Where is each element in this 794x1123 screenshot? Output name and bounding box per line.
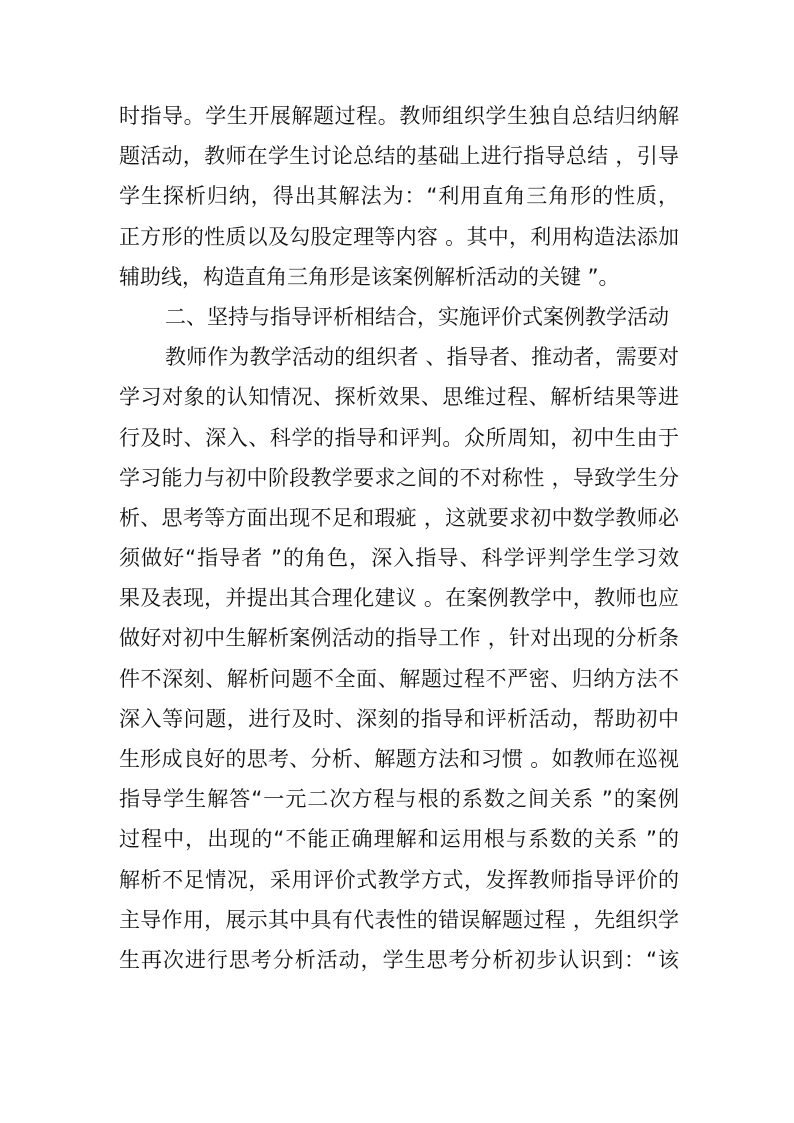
text-line: 主导作用，展示其中具有代表性的错误解题过程 ，先组织学 [119, 907, 679, 932]
text-line: 生再次进行思考分析活动，学生思考分析初步认识到：“该 [119, 947, 679, 972]
text-line: 学习能力与初中阶段教学要求之间的不对称性 ，导致学生分 [119, 465, 679, 490]
text-line: 做好对初中生解析案例活动的指导工作 ，针对出现的分析条 [119, 626, 679, 651]
text-line: 解析不足情况，采用评价式教学方式，发挥教师指导评价的 [119, 867, 679, 892]
text-line: 析、思考等方面出现不足和瑕疵 ，这就要求初中数学教师必 [119, 505, 679, 530]
text-line: 生形成良好的思考、分析、解题方法和习惯 。如教师在巡视 [119, 747, 679, 771]
text-line: 学习对象的认知情况、探析效果、思维过程、解析结果等进 [119, 385, 679, 410]
text-line: 辅助线，构造直角三角形是该案例解析活动的关键 ”。 [119, 264, 620, 289]
text-line: 须做好“指导者 ”的角色，深入指导、科学评判学生学习效 [119, 546, 679, 571]
text-line: 教师作为教学活动的组织者 、指导者、推动者，需要对 [165, 345, 679, 370]
text-line: 题活动，教师在学生讨论总结的基础上进行指导总结 ，引导 [119, 144, 679, 169]
section-heading: 二、坚持与指导评析相结合，实施评价式案例教学活动 [165, 304, 669, 329]
text-line: 果及表现，并提出其合理化建议 。在案例教学中，教师也应 [119, 586, 679, 611]
text-line: 件不深刻、解析问题不全面、解题过程不严密、归纳方法不 [119, 666, 679, 691]
text-line: 过程中，出现的“不能正确理解和运用根与系数的关系 ”的 [119, 827, 679, 852]
text-line: 时指导。学生开展解题过程。教师组织学生独自总结归纳解 [119, 104, 679, 128]
text-line: 深入等问题，进行及时、深刻的指导和评析活动，帮助初中 [119, 706, 679, 731]
text-line: 正方形的性质以及勾股定理等内容 。其中，利用构造法添加 [119, 224, 679, 249]
text-line: 行及时、深入、科学的指导和评判。众所周知，初中生由于 [119, 425, 679, 450]
text-line: 指导学生解答“一元二次方程与根的系数之间关系 ”的案例 [119, 787, 679, 812]
text-line: 学生探析归纳，得出其解法为：“利用直角三角形的性质， [119, 184, 679, 209]
document-body [119, 96, 679, 980]
